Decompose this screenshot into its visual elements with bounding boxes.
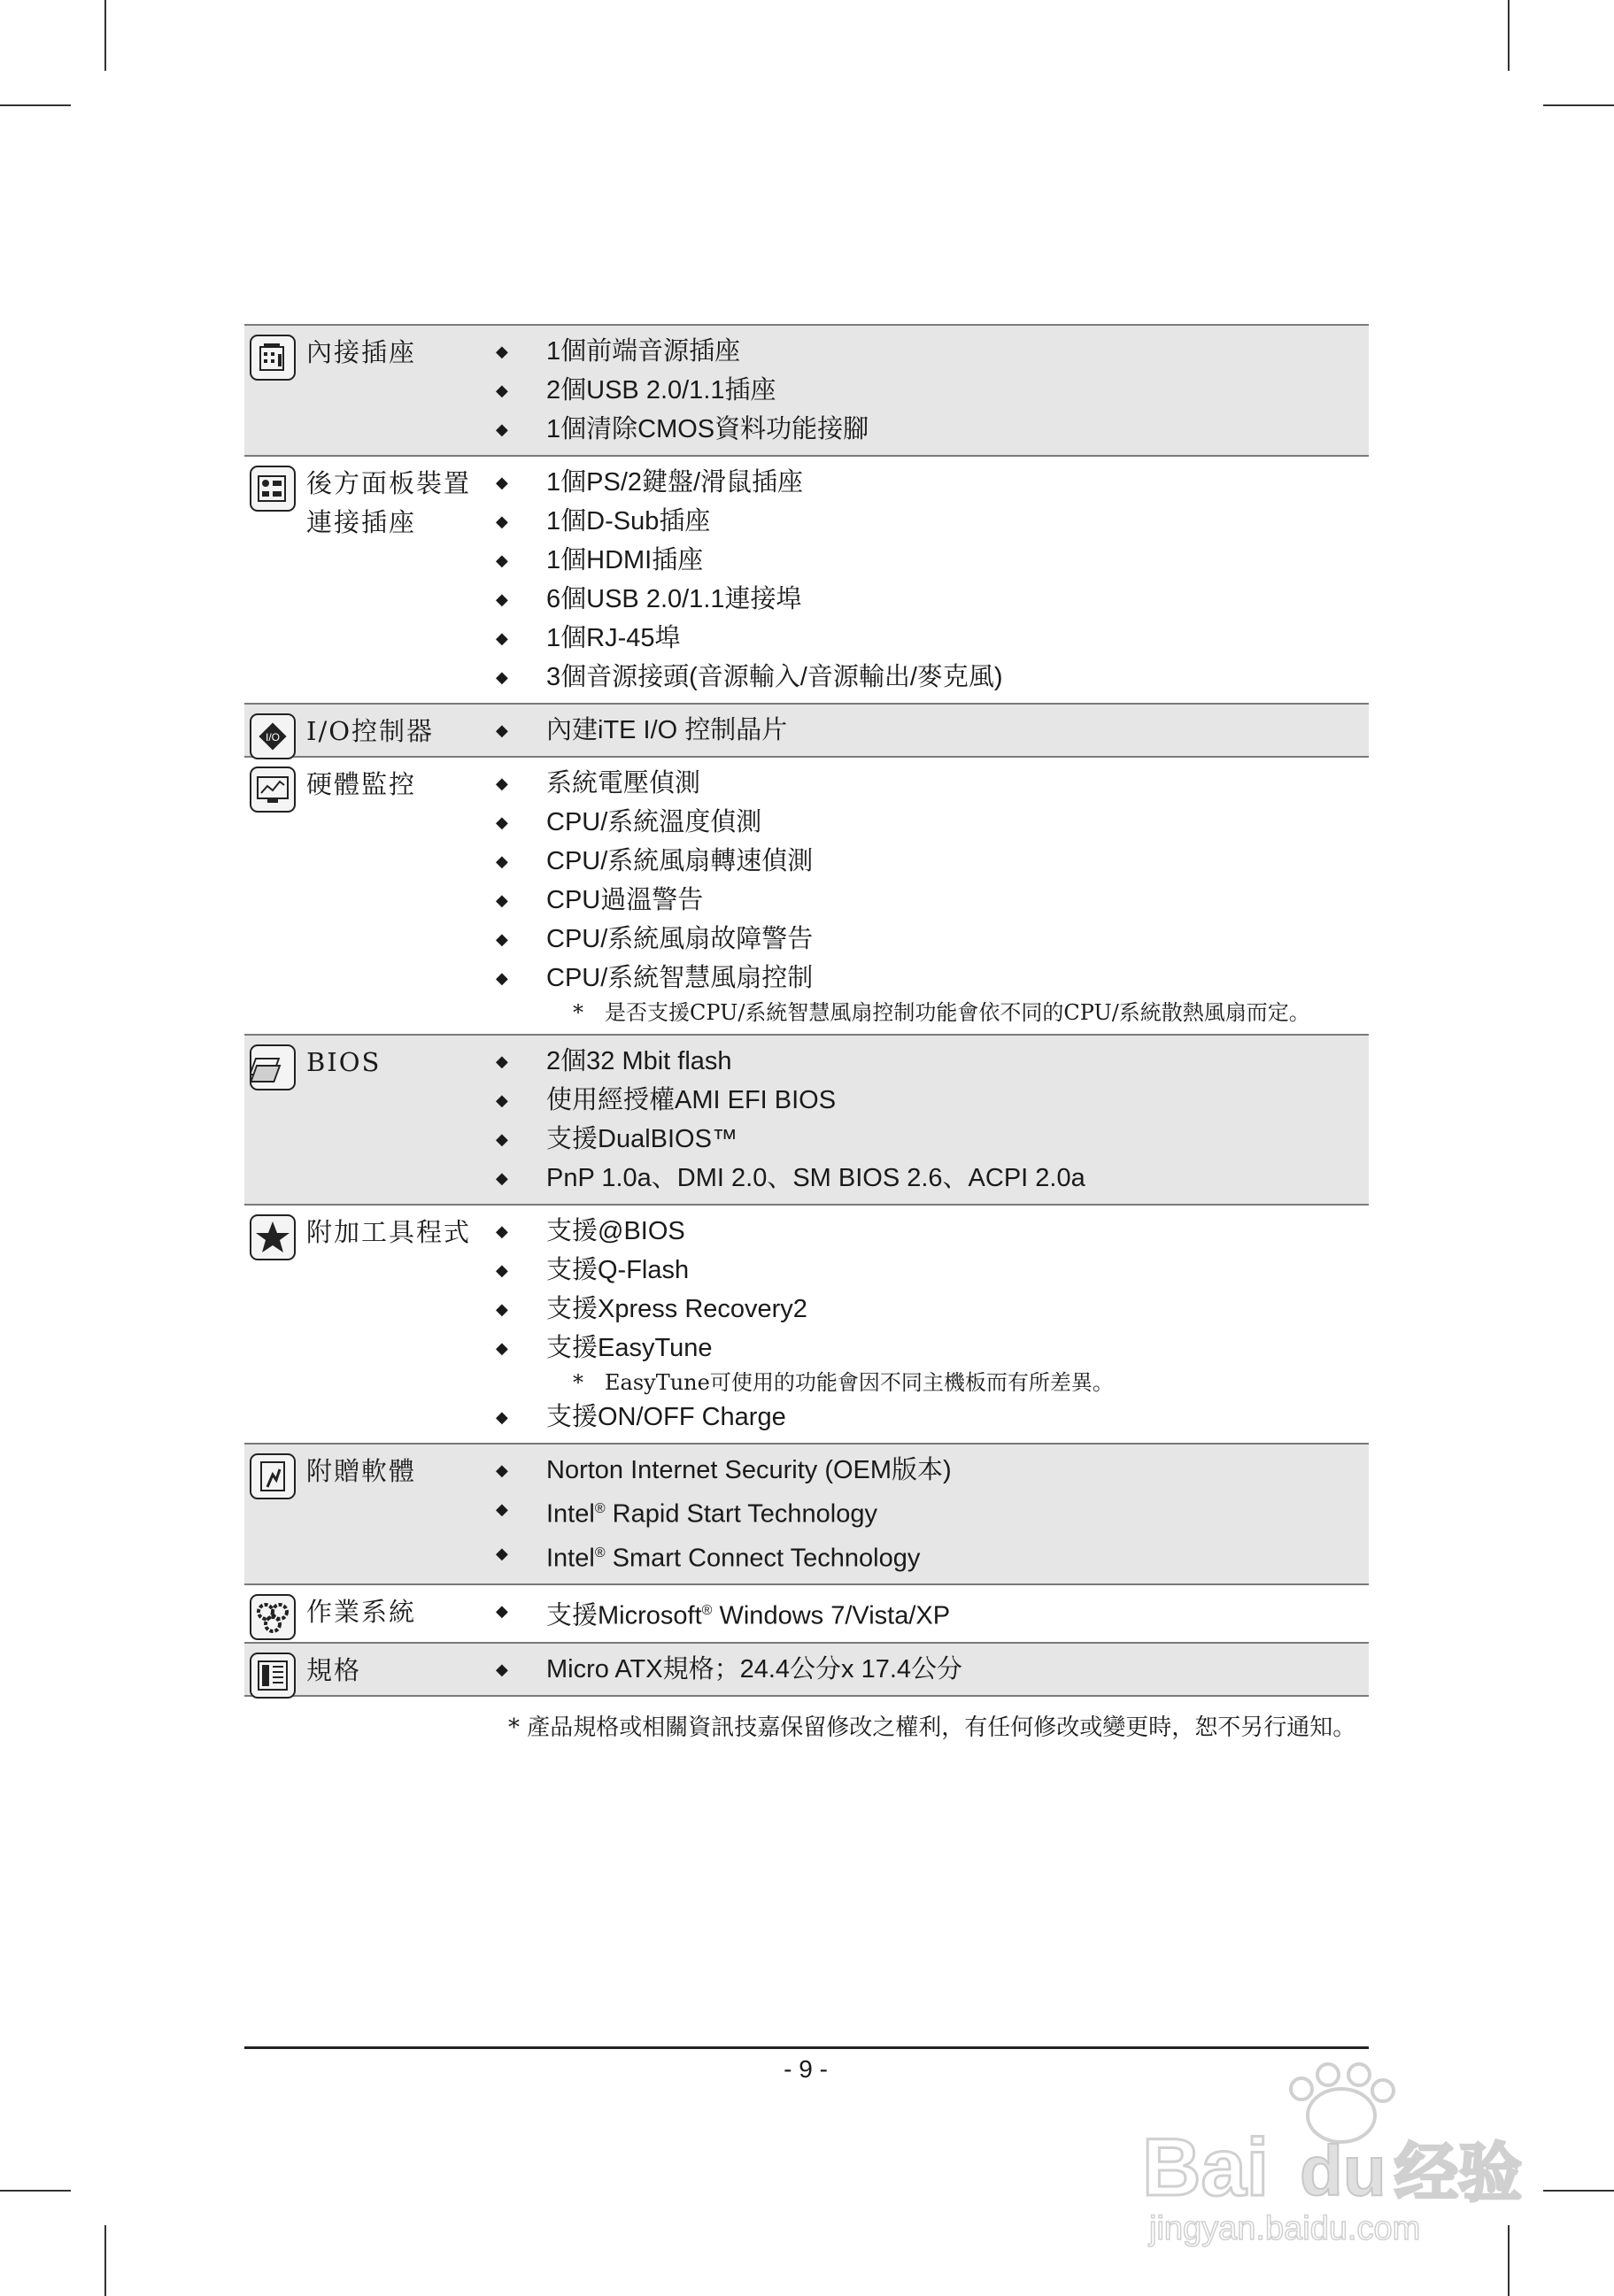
note-asterisk: * [573, 1000, 583, 1025]
spec-item-text: Norton Internet Security (OEM版本) [546, 1456, 952, 1484]
diamond-bullet-icon: ◆ [496, 1222, 508, 1240]
section-title [306, 464, 483, 542]
spec-items [492, 1451, 1369, 1577]
spec-table [244, 324, 1369, 1697]
io-chip-icon [250, 713, 296, 759]
section-title-line: 後方面板裝置 [306, 468, 472, 498]
spec-item-text: Micro ATX規格；24.4公分x 17.4公分 [546, 1654, 963, 1683]
crop-mark [104, 0, 106, 71]
spec-item-text-pre: 支援Microsoft [546, 1601, 702, 1630]
crop-mark [1543, 2190, 1614, 2192]
spec-items [492, 463, 1369, 697]
spec-item-text: 支援EasyTune [546, 1334, 713, 1362]
diamond-bullet-icon: ◆ [496, 1169, 508, 1187]
section-title [306, 1592, 483, 1631]
spec-item-text: 3個音源接頭(音源輸入/音源輸出/麥克風) [546, 663, 1003, 691]
spec-item-text: 2個32 Mbit flash [546, 1047, 732, 1075]
crop-mark [0, 104, 71, 106]
section-title-line: 附加工具程式 [306, 1217, 472, 1247]
diamond-bullet-icon: ◆ [496, 1130, 508, 1148]
section-title [306, 1043, 483, 1082]
spec-item-text-pre: Intel [546, 1544, 595, 1573]
spec-item-text: 內建iTE I/O 控制晶片 [546, 716, 788, 744]
crop-mark [1543, 104, 1614, 106]
spec-section-operating-system [244, 1585, 1369, 1644]
registered-mark: ® [594, 1501, 606, 1516]
diamond-bullet-icon: ◆ [496, 721, 508, 739]
spec-item [492, 580, 1369, 619]
spec-item [492, 1490, 1369, 1534]
bottom-rule [244, 2046, 1369, 2049]
spec-item [492, 711, 1369, 750]
diamond-bullet-icon: ◆ [496, 1091, 508, 1109]
software-icon [250, 1453, 296, 1499]
crop-mark [104, 2225, 106, 2296]
watermark-text: 经验 [1394, 2136, 1523, 2210]
monitor-icon [250, 767, 296, 813]
spec-item-text: CPU/系統風扇轉速偵測 [546, 847, 814, 875]
spec-items [492, 1591, 1369, 1636]
spec-item-text [546, 1534, 1369, 1578]
diamond-bullet-icon: ◆ [496, 1461, 508, 1479]
spec-note [492, 998, 1369, 1028]
diamond-bullet-icon: ◆ [496, 1300, 508, 1318]
diamond-bullet-icon: ◆ [496, 381, 508, 399]
spec-item-text: CPU/系統溫度偵測 [546, 808, 762, 836]
spec-section-hardware-monitor [244, 758, 1369, 1036]
spec-item [492, 842, 1369, 881]
spec-items [492, 711, 1369, 750]
diamond-bullet-icon: ◆ [496, 474, 508, 491]
note-text: EasyTune可使用的功能會因不同主機板而有所差異。 [605, 1370, 1114, 1395]
section-title-line: 作業系統 [306, 1597, 417, 1628]
diamond-bullet-icon: ◆ [496, 1052, 508, 1070]
diamond-bullet-icon: ◆ [496, 1408, 508, 1426]
registered-mark: ® [594, 1545, 606, 1560]
diamond-bullet-icon: ◆ [496, 1602, 508, 1621]
diamond-bullet-icon: ◆ [496, 813, 508, 831]
spec-item-text: CPU/系統風扇故障警告 [546, 925, 814, 953]
spec-item [492, 764, 1369, 803]
spec-item [492, 1120, 1369, 1159]
diamond-bullet-icon: ◆ [496, 629, 508, 647]
section-title-line: 硬體監控 [306, 769, 417, 799]
spec-item-text-post: Rapid Start Technology [605, 1499, 877, 1529]
spec-item-text: 1個清除CMOS資料功能接腳 [546, 415, 869, 443]
spec-item-text: 支援Xpress Recovery2 [546, 1295, 807, 1323]
spec-item-text: 1個RJ-45埠 [546, 624, 681, 652]
spec-item-text: 2個USB 2.0/1.1插座 [546, 376, 776, 404]
spec-item-text: 系統電壓偵測 [546, 769, 701, 797]
diamond-bullet-icon: ◆ [496, 774, 508, 792]
diamond-bullet-icon: ◆ [496, 668, 508, 686]
spec-item [492, 881, 1369, 920]
spec-item [492, 1591, 1369, 1636]
section-title-line: 附贈軟體 [306, 1456, 417, 1486]
spec-item-text-post: Smart Connect Technology [605, 1544, 921, 1573]
section-title-line: 規格 [306, 1654, 362, 1685]
spec-section-bundled-software [244, 1445, 1369, 1585]
bios-chip-icon [250, 1044, 296, 1090]
spec-item [492, 1451, 1369, 1490]
baidu-watermark [1142, 2062, 1541, 2248]
spec-section-io-controller [244, 705, 1369, 758]
spec-section-form-factor [244, 1644, 1369, 1697]
spec-item-text: 支援@BIOS [546, 1217, 685, 1245]
spec-item-text: 6個USB 2.0/1.1連接埠 [546, 585, 802, 613]
diamond-bullet-icon: ◆ [496, 512, 508, 530]
diamond-bullet-icon: ◆ [496, 1660, 508, 1678]
section-title-line: I/O控制器 [306, 716, 435, 746]
back-panel-icon [250, 466, 296, 512]
spec-item-text: 1個PS/2鍵盤/滑鼠插座 [546, 468, 804, 497]
spec-item-text: CPU過溫警告 [546, 886, 704, 914]
spec-item [492, 658, 1369, 697]
spec-item [492, 1290, 1369, 1329]
note-asterisk: * [573, 1370, 583, 1395]
section-title [306, 712, 483, 751]
spec-item-text: 1個D-Sub插座 [546, 507, 711, 535]
spec-item-text [546, 1490, 1369, 1534]
spec-item-text: 支援ON/OFF Charge [546, 1403, 786, 1431]
spec-item-text-post: Windows 7/Vista/XP [712, 1601, 951, 1630]
section-title-line: 連接插座 [306, 507, 417, 537]
spec-item [492, 1159, 1369, 1198]
board-icon [250, 1653, 296, 1699]
spec-item [492, 803, 1369, 842]
diamond-bullet-icon: ◆ [496, 551, 508, 569]
spec-item [492, 1398, 1369, 1437]
watermark-text: du [1300, 2131, 1386, 2210]
spec-item [492, 959, 1369, 998]
spec-item [492, 1212, 1369, 1251]
spec-section-unique-features [244, 1206, 1369, 1445]
spec-item-text: 1個前端音源插座 [546, 337, 741, 366]
spec-item [492, 1042, 1369, 1081]
diamond-bullet-icon: ◆ [496, 891, 508, 909]
spec-items [492, 1212, 1369, 1437]
star-icon [250, 1214, 296, 1260]
section-title-line: 內接插座 [306, 337, 417, 367]
registered-mark: ® [701, 1603, 713, 1619]
section-title [306, 333, 483, 372]
diamond-bullet-icon: ◆ [496, 1544, 508, 1562]
spec-section-back-panel [244, 457, 1369, 705]
svg-text:I/O: I/O [265, 731, 281, 744]
spec-item [492, 371, 1369, 410]
spec-note [492, 1368, 1369, 1398]
spec-item [492, 920, 1369, 959]
diamond-bullet-icon: ◆ [496, 852, 508, 870]
diamond-bullet-icon: ◆ [496, 420, 508, 438]
spec-item [492, 1534, 1369, 1578]
gears-icon [250, 1594, 296, 1640]
crop-mark [0, 2190, 71, 2192]
spec-item [492, 410, 1369, 449]
section-title [306, 1651, 483, 1690]
page-number: - 9 - [784, 2055, 828, 2083]
spec-section-bios [244, 1036, 1369, 1206]
spec-items [492, 764, 1369, 1028]
spec-item [492, 463, 1369, 502]
diamond-bullet-icon: ◆ [496, 930, 508, 948]
spec-item-text-pre: Intel [546, 1499, 595, 1529]
spec-item [492, 1081, 1369, 1120]
spec-item [492, 619, 1369, 658]
diamond-bullet-icon: ◆ [496, 1261, 508, 1279]
diamond-bullet-icon: ◆ [496, 590, 508, 608]
section-title [306, 1213, 483, 1252]
diamond-bullet-icon: ◆ [496, 1500, 508, 1518]
spec-items [492, 1650, 1369, 1689]
spec-item-text: 支援Q-Flash [546, 1256, 690, 1284]
diamond-bullet-icon: ◆ [496, 969, 508, 987]
spec-item-text: 1個HDMI插座 [546, 546, 704, 574]
diamond-bullet-icon: ◆ [496, 1339, 508, 1357]
diamond-bullet-icon: ◆ [496, 343, 508, 360]
spec-item-text: CPU/系統智慧風扇控制 [546, 964, 814, 992]
spec-item [492, 1251, 1369, 1290]
spec-item [492, 502, 1369, 541]
spec-item [492, 541, 1369, 580]
note-text: 是否支援CPU/系統智慧風扇控制功能會依不同的CPU/系統散熱風扇而定。 [605, 1000, 1310, 1025]
spec-item [492, 1650, 1369, 1689]
spec-item [492, 1329, 1369, 1368]
crop-mark [1508, 0, 1510, 71]
section-title [306, 1452, 483, 1491]
section-title-line: BIOS [306, 1047, 382, 1077]
spec-section-internal-connectors [244, 326, 1369, 457]
internal-connector-icon [250, 335, 296, 381]
section-title [306, 765, 483, 804]
spec-item [492, 332, 1369, 371]
spec-item-text: 支援DualBIOS™ [546, 1125, 737, 1153]
watermark-url: jingyan.baidu.com [1149, 2210, 1421, 2247]
watermark-text: Bai [1142, 2123, 1270, 2213]
spec-items [492, 332, 1369, 449]
spec-items [492, 1042, 1369, 1198]
footer-note: * 產品規格或相關資訊技嘉保留修改之權利，有任何修改或變更時，恕不另行通知。 [508, 1714, 1356, 1741]
spec-item-text: 使用經授權AMI EFI BIOS [546, 1086, 837, 1114]
spec-item-text: PnP 1.0a、DMI 2.0、SM BIOS 2.6、ACPI 2.0a [546, 1164, 1085, 1192]
spec-item-text [546, 1591, 1369, 1636]
